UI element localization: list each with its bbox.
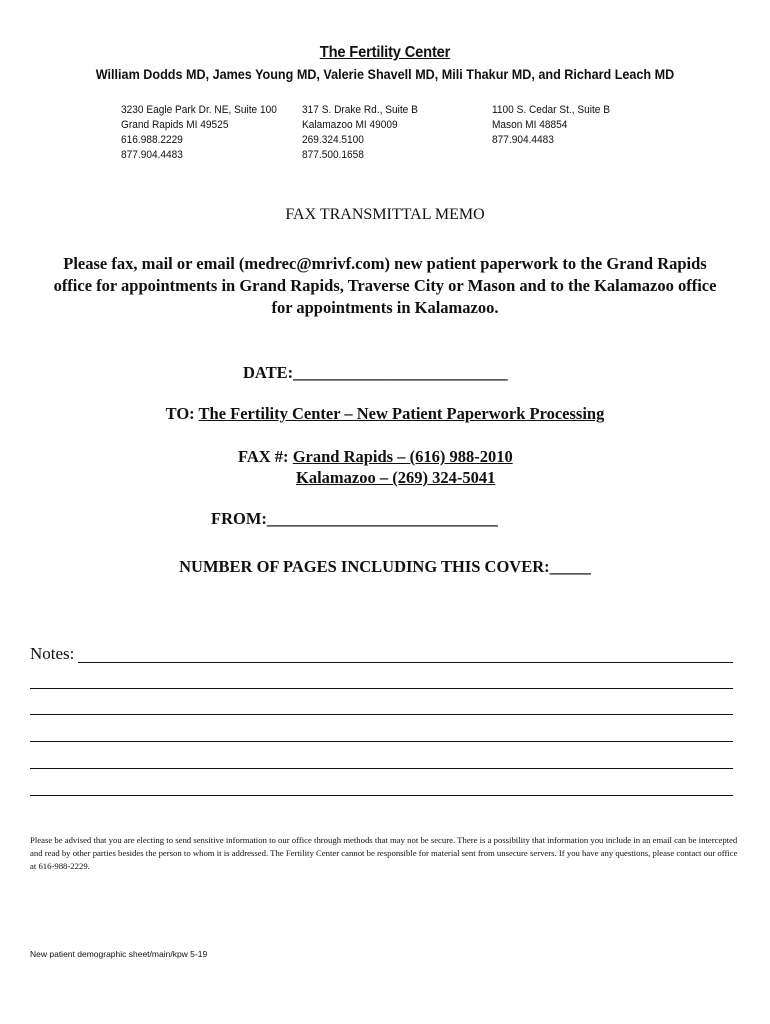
from-blank[interactable]: ____________________________ bbox=[266, 509, 498, 528]
notes-line[interactable] bbox=[30, 795, 733, 796]
date-blank[interactable]: __________________________ bbox=[293, 363, 508, 382]
fax-grand-rapids: Grand Rapids – (616) 988-2010 bbox=[292, 447, 513, 466]
fax-field bbox=[238, 447, 513, 467]
instructions-line: office for appointments in Grand Rapids, Traverse City or Mason and to the Kalamazoo office bbox=[53, 276, 717, 295]
fax-kalamazoo: Kalamazoo – (269) 324-5041 bbox=[296, 468, 496, 487]
notes-line[interactable] bbox=[30, 768, 733, 769]
office-city: Mason MI 48854 bbox=[492, 119, 568, 131]
security-disclaimer: Please be advised that you are electing to send sensitive information to our office through methods that may not be secure. There is a possibility that information you include in an email can be intercepted and read by other parties besides the person to whom it is addressed. The Fertility Center cannot be responsible for material sent from unsecure servers. If you have any questions, please contact our office at 616-988-2229. bbox=[30, 835, 738, 871]
office-street: 3230 Eagle Park Dr. NE, Suite 100 bbox=[121, 104, 277, 116]
clinic-name: The Fertility Center bbox=[319, 44, 451, 61]
notes-line[interactable] bbox=[30, 741, 733, 742]
office-mason bbox=[492, 103, 610, 148]
office-kalamazoo bbox=[302, 103, 418, 163]
memo-title: FAX TRANSMITTAL MEMO bbox=[285, 206, 485, 223]
from-field[interactable] bbox=[211, 509, 498, 529]
office-phone-tollfree: 877.500.1658 bbox=[302, 149, 364, 161]
date-label: DATE: bbox=[243, 363, 294, 382]
office-street: 317 S. Drake Rd., Suite B bbox=[302, 104, 418, 116]
notes-line[interactable] bbox=[78, 662, 733, 663]
physician-list: William Dodds MD, James Young MD, Valerie Shavell MD, Mili Thakur MD, and Richard Leach MD bbox=[95, 66, 675, 82]
to-label: TO: bbox=[165, 404, 195, 423]
instructions-line: for appointments in Kalamazoo. bbox=[271, 298, 499, 317]
from-label: FROM: bbox=[211, 509, 267, 528]
office-city: Grand Rapids MI 49525 bbox=[121, 119, 229, 131]
office-street: 1100 S. Cedar St., Suite B bbox=[492, 104, 610, 116]
instructions-line: Please fax, mail or email (medrec@mrivf.com) new patient paperwork to the Grand Rapids bbox=[63, 254, 707, 273]
notes-line[interactable] bbox=[30, 714, 733, 715]
pages-label: NUMBER OF PAGES INCLUDING THIS COVER: bbox=[179, 557, 550, 576]
to-value: The Fertility Center – New Patient Paperwork Processing bbox=[198, 404, 605, 423]
instructions bbox=[28, 253, 742, 319]
date-field[interactable] bbox=[243, 363, 508, 383]
fax-label: FAX #: bbox=[238, 447, 289, 466]
office-city: Kalamazoo MI 49009 bbox=[302, 119, 398, 131]
office-phone: 877.904.4483 bbox=[492, 134, 554, 146]
office-grand-rapids bbox=[121, 103, 277, 163]
notes-label: Notes: bbox=[30, 644, 75, 663]
notes-line[interactable] bbox=[30, 688, 733, 689]
office-phone-tollfree: 877.904.4483 bbox=[121, 149, 183, 161]
pages-blank[interactable]: _____ bbox=[549, 557, 591, 576]
pages-field[interactable] bbox=[0, 557, 770, 577]
to-field bbox=[0, 404, 770, 424]
document-footer: New patient demographic sheet/main/kpw 5-19 bbox=[30, 949, 208, 959]
office-phone: 616.988.2229 bbox=[121, 134, 183, 146]
office-phone: 269.324.5100 bbox=[302, 134, 364, 146]
